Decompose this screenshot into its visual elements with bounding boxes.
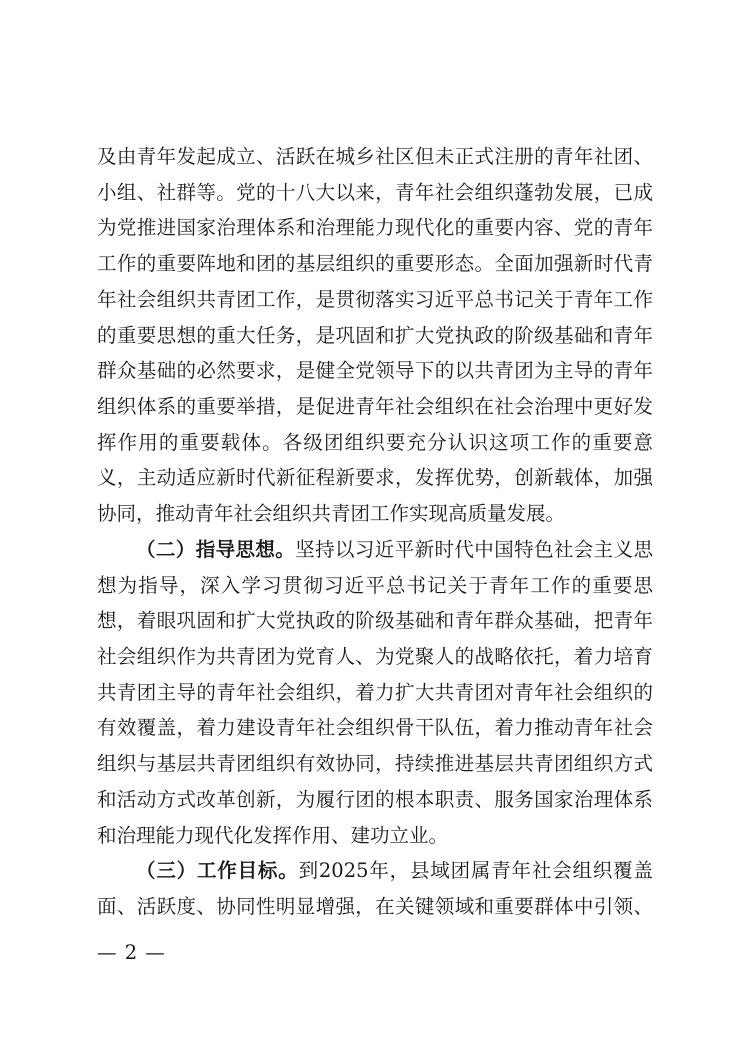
- text-line: 和治理能力现代化发挥作用、建功立业。: [97, 824, 449, 847]
- text-line: 共青团主导的青年社会组织，着力扩大共青团对青年社会组织的: [97, 681, 653, 704]
- section-heading-line: [136, 535, 653, 565]
- text-span: 坚持以习近平新时代中国特色社会主义思: [295, 538, 653, 561]
- text-line: 小组、社群等。党的十八大以来，青年社会组织蓬勃发展，已成: [97, 181, 653, 204]
- text-line: 想为指导，深入学习贯彻习近平总书记关于青年工作的重要思: [97, 574, 653, 597]
- section-heading-work-goals: （三）工作目标。: [136, 859, 299, 882]
- text-line: 协同，推动青年社会组织共青团工作实现高质量发展。: [97, 502, 566, 525]
- text-span: 到2025年，县域团属青年社会组织覆盖: [298, 859, 653, 882]
- text-line: 的重要思想的重大任务，是巩固和扩大党执政的阶级基础和青年: [97, 324, 653, 347]
- text-line: 及由青年发起成立、活跃在城乡社区但未正式注册的青年社团、: [97, 145, 653, 168]
- text-line: 为党推进国家治理体系和治理能力现代化的重要内容、党的青年: [97, 216, 653, 239]
- page-number: — 2 —: [97, 941, 166, 964]
- text-span: 面、活跃度、协同性明显增强，在关键领域和重要群体中引领、: [97, 895, 653, 918]
- text-line: 义，主动适应新时代新征程新要求，发挥优势，创新载体，加强: [97, 466, 653, 489]
- text-line: 社会组织作为共青团为党育人、为党聚人的战略依托，着力培育: [97, 645, 653, 668]
- section-heading-guiding-ideology: （二）指导思想。: [136, 538, 296, 561]
- text-line: 有效覆盖，着力建设青年社会组织骨干队伍，着力推动青年社会: [97, 716, 653, 739]
- text-line: 群众基础的必然要求，是健全党领导下的以共青团为主导的青年: [97, 359, 653, 382]
- text-line: 年社会组织共青团工作，是贯彻落实习近平总书记关于青年工作: [97, 288, 653, 311]
- text-line: 和活动方式改革创新，为履行团的根本职责、服务国家治理体系: [97, 788, 653, 811]
- section-heading-line: [136, 856, 653, 886]
- text-line: 组织体系的重要举措，是促进青年社会组织在社会治理中更好发: [97, 395, 653, 418]
- text-line: 工作的重要阵地和团的基层组织的重要形态。全面加强新时代青: [97, 252, 653, 275]
- text-line: 想，着眼巩固和扩大党执政的阶级基础和青年群众基础，把青年: [97, 609, 653, 632]
- text-line: 组织与基层共青团组织有效协同，持续推进基层共青团组织方式: [97, 752, 653, 775]
- text-line: 挥作用的重要载体。各级团组织要充分认识这项工作的重要意: [97, 431, 653, 454]
- text-line: [97, 892, 653, 922]
